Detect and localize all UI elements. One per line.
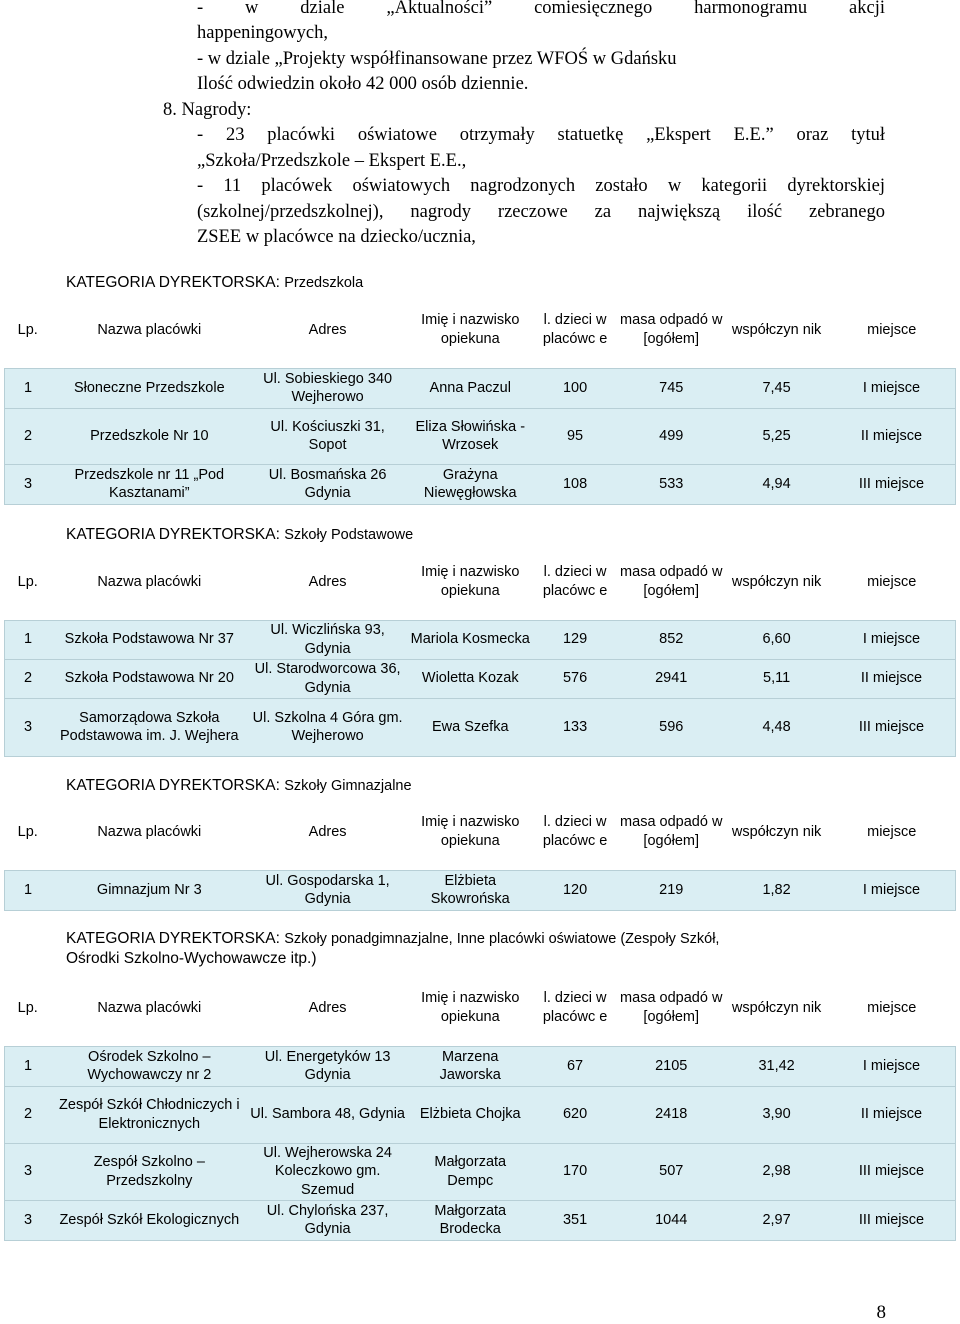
cell-mass: 507	[617, 1143, 725, 1200]
header-ratio: współczyn nik	[731, 823, 822, 840]
cell-place: II miejsce	[828, 1086, 956, 1143]
cell-children: 67	[533, 1046, 617, 1086]
header-lp: Lp.	[17, 321, 38, 338]
page-number: 8	[876, 1302, 886, 1323]
cell-name: Przedszkole Nr 10	[51, 408, 248, 464]
cell-lp: 1	[5, 1046, 51, 1086]
table-row	[5, 464, 956, 504]
cell-address: Ul. Starodworcowa 36, Gdynia	[248, 659, 408, 698]
cell-address: Ul. Chylońska 237, Gdynia	[248, 1200, 408, 1240]
cell-mass: 745	[617, 368, 725, 408]
header-person: Imię i nazwisko opiekuna	[421, 564, 520, 599]
cell-name: Ośrodek Szkolno – Wychowawczy nr 2	[51, 1046, 248, 1086]
cell-person: Eliza Słowińska - Wrzosek	[408, 408, 533, 464]
cell-lp: 3	[5, 1200, 51, 1240]
cell-children: 100	[533, 368, 617, 408]
cell-place: III miejsce	[828, 464, 956, 504]
header-ratio: współczyn nik	[731, 573, 822, 590]
header-person: Imię i nazwisko opiekuna	[421, 312, 520, 347]
intro-line: 8. Nagrody:	[163, 100, 252, 120]
category-heading	[66, 776, 412, 796]
table-row	[5, 1200, 956, 1240]
cell-address: Ul. Sobieskiego 340 Wejherowo	[248, 368, 408, 408]
cell-place: III miejsce	[828, 1143, 956, 1200]
cell-person: Małgorzata Dempc	[408, 1143, 533, 1200]
category-prefix: KATEGORIA DYREKTORSKA:	[66, 777, 285, 794]
header-place: miejsce	[867, 321, 917, 338]
table-row	[5, 870, 956, 910]
cell-children: 620	[533, 1086, 617, 1143]
cell-mass: 219	[617, 870, 725, 910]
header-mass: masa odpadó w [ogółem]	[620, 564, 723, 599]
intro-line: - 11 placówek oświatowych nagrodzonych zostało w kategorii dyrektorskiej	[197, 176, 885, 196]
cell-children: 120	[533, 870, 617, 910]
cell-mass: 2105	[617, 1046, 725, 1086]
cell-address: Ul. Energetyków 13 Gdynia	[248, 1046, 408, 1086]
header-place: miejsce	[867, 573, 917, 590]
header-place: miejsce	[867, 823, 917, 840]
cell-person: Grażyna Niewęgłowska	[408, 464, 533, 504]
cell-ratio: 1,82	[725, 870, 828, 910]
header-mass: masa odpadó w [ogółem]	[620, 814, 723, 849]
header-lp: Lp.	[17, 823, 38, 840]
header-children: l. dzieci w placówc e	[542, 990, 608, 1025]
intro-line: - 23 placówki oświatowe otrzymały statuetkę „Ekspert E.E.” oraz tytuł	[197, 125, 885, 145]
cell-address: Ul. Wiczlińska 93, Gdynia	[248, 620, 408, 659]
cell-address: Ul. Wejherowska 24 Koleczkowo gm. Szemud	[248, 1143, 408, 1200]
results-table	[4, 970, 956, 1241]
cell-mass: 596	[617, 698, 725, 756]
header-address: Adres	[308, 321, 347, 338]
cell-person: Anna Paczul	[408, 368, 533, 408]
cell-lp: 1	[5, 620, 51, 659]
cell-ratio: 2,97	[725, 1200, 828, 1240]
cell-ratio: 4,48	[725, 698, 828, 756]
header-address: Adres	[308, 999, 347, 1016]
intro-line: (szkolnej/przedszkolnej), nagrody rzeczowe za największą ilość zebranego	[197, 202, 885, 222]
cell-lp: 3	[5, 1143, 51, 1200]
cell-mass: 499	[617, 408, 725, 464]
header-children: l. dzieci w placówc e	[542, 312, 608, 347]
category-heading	[66, 273, 363, 293]
table-row	[5, 368, 956, 408]
results-table	[4, 794, 956, 911]
table-header-row	[5, 292, 956, 368]
header-name: Nazwa placówki	[97, 999, 202, 1016]
category-prefix: KATEGORIA DYREKTORSKA:	[66, 930, 285, 947]
cell-name: Zespół Szkół Chłodniczych i Elektronicznych	[51, 1086, 248, 1143]
intro-line: happeningowych,	[197, 23, 329, 43]
category-name: Szkoły Gimnazjalne	[284, 778, 412, 794]
table-header-row	[5, 794, 956, 870]
cell-lp: 1	[5, 870, 51, 910]
cell-place: I miejsce	[828, 1046, 956, 1086]
cell-children: 108	[533, 464, 617, 504]
cell-person: Mariola Kosmecka	[408, 620, 533, 659]
cell-place: I miejsce	[828, 368, 956, 408]
cell-person: Ewa Szefka	[408, 698, 533, 756]
category-heading	[66, 525, 413, 545]
table-row	[5, 620, 956, 659]
category-heading	[66, 929, 719, 968]
header-mass: masa odpadó w [ogółem]	[620, 312, 723, 347]
cell-place: III miejsce	[828, 1200, 956, 1240]
table-row	[5, 659, 956, 698]
header-name: Nazwa placówki	[97, 823, 202, 840]
cell-place: III miejsce	[828, 698, 956, 756]
category-name: Szkoły ponadgimnazjalne, Inne placówki oświatowe (Zespoły Szkół,	[284, 931, 720, 947]
header-mass: masa odpadó w [ogółem]	[620, 990, 723, 1025]
intro-line: ZSEE w placówce na dziecko/ucznia,	[197, 227, 476, 247]
table-row	[5, 1046, 956, 1086]
cell-person: Elżbieta Skowrońska	[408, 870, 533, 910]
cell-name: Słoneczne Przedszkole	[51, 368, 248, 408]
cell-address: Ul. Kościuszki 31, Sopot	[248, 408, 408, 464]
cell-name: Gimnazjum Nr 3	[51, 870, 248, 910]
cell-ratio: 3,90	[725, 1086, 828, 1143]
header-person: Imię i nazwisko opiekuna	[421, 814, 520, 849]
cell-mass: 2941	[617, 659, 725, 698]
cell-name: Zespół Szkolno – Przedszkolny	[51, 1143, 248, 1200]
cell-children: 129	[533, 620, 617, 659]
cell-ratio: 6,60	[725, 620, 828, 659]
header-name: Nazwa placówki	[97, 321, 202, 338]
cell-lp: 1	[5, 368, 51, 408]
cell-name: Zespół Szkół Ekologicznych	[51, 1200, 248, 1240]
cell-name: Szkoła Podstawowa Nr 37	[51, 620, 248, 659]
intro-line: - w dziale „Projekty współfinansowane przez WFOŚ w Gdańsku	[197, 49, 677, 69]
cell-children: 95	[533, 408, 617, 464]
cell-children: 170	[533, 1143, 617, 1200]
table-row	[5, 1143, 956, 1200]
header-address: Adres	[308, 573, 347, 590]
cell-mass: 852	[617, 620, 725, 659]
intro-line: Ilość odwiedzin około 42 000 osób dziennie.	[197, 74, 529, 94]
cell-person: Wioletta Kozak	[408, 659, 533, 698]
category-prefix: KATEGORIA DYREKTORSKA:	[66, 526, 285, 543]
table-header-row	[5, 970, 956, 1046]
cell-address: Ul. Gospodarska 1, Gdynia	[248, 870, 408, 910]
intro-line: „Szkoła/Przedszkole – Ekspert E.E.,	[197, 151, 467, 171]
cell-person: Marzena Jaworska	[408, 1046, 533, 1086]
cell-ratio: 31,42	[725, 1046, 828, 1086]
category-name: Przedszkola	[284, 275, 364, 291]
header-children: l. dzieci w placówc e	[542, 564, 608, 599]
cell-ratio: 7,45	[725, 368, 828, 408]
cell-person: Elżbieta Chojka	[408, 1086, 533, 1143]
header-address: Adres	[308, 823, 347, 840]
cell-address: Ul. Sambora 48, Gdynia	[248, 1086, 408, 1143]
cell-mass: 2418	[617, 1086, 725, 1143]
cell-children: 133	[533, 698, 617, 756]
cell-mass: 533	[617, 464, 725, 504]
cell-mass: 1044	[617, 1200, 725, 1240]
cell-lp: 3	[5, 698, 51, 756]
cell-place: I miejsce	[828, 870, 956, 910]
cell-name: Przedszkole nr 11 „Pod Kasztanami”	[51, 464, 248, 504]
cell-children: 576	[533, 659, 617, 698]
header-place: miejsce	[867, 999, 917, 1016]
header-lp: Lp.	[17, 999, 38, 1016]
cell-lp: 3	[5, 464, 51, 504]
cell-lp: 2	[5, 659, 51, 698]
table-row	[5, 1086, 956, 1143]
header-lp: Lp.	[17, 573, 38, 590]
header-children: l. dzieci w placówc e	[542, 814, 608, 849]
table-row	[5, 408, 956, 464]
header-ratio: współczyn nik	[731, 321, 822, 338]
cell-name: Szkoła Podstawowa Nr 20	[51, 659, 248, 698]
category-name-continued: Ośrodki Szkolno-Wychowawcze itp.)	[66, 950, 317, 967]
cell-place: II miejsce	[828, 659, 956, 698]
results-table	[4, 544, 956, 757]
cell-ratio: 5,11	[725, 659, 828, 698]
cell-ratio: 4,94	[725, 464, 828, 504]
cell-ratio: 2,98	[725, 1143, 828, 1200]
cell-lp: 2	[5, 408, 51, 464]
cell-place: I miejsce	[828, 620, 956, 659]
cell-lp: 2	[5, 1086, 51, 1143]
cell-place: II miejsce	[828, 408, 956, 464]
category-name: Szkoły Podstawowe	[284, 527, 414, 543]
header-person: Imię i nazwisko opiekuna	[421, 990, 520, 1025]
intro-line: - w dziale „Aktualności” comiesięcznego harmonogramu akcji	[197, 0, 885, 18]
results-table	[4, 292, 956, 505]
table-row	[5, 698, 956, 756]
category-prefix: KATEGORIA DYREKTORSKA:	[66, 274, 285, 291]
cell-children: 351	[533, 1200, 617, 1240]
cell-address: Ul. Szkolna 4 Góra gm. Wejherowo	[248, 698, 408, 756]
cell-ratio: 5,25	[725, 408, 828, 464]
table-header-row	[5, 544, 956, 620]
header-name: Nazwa placówki	[97, 573, 202, 590]
cell-name: Samorządowa Szkoła Podstawowa im. J. Wejhera	[51, 698, 248, 756]
cell-address: Ul. Bosmańska 26 Gdynia	[248, 464, 408, 504]
cell-person: Małgorzata Brodecka	[408, 1200, 533, 1240]
header-ratio: współczyn nik	[731, 999, 822, 1016]
